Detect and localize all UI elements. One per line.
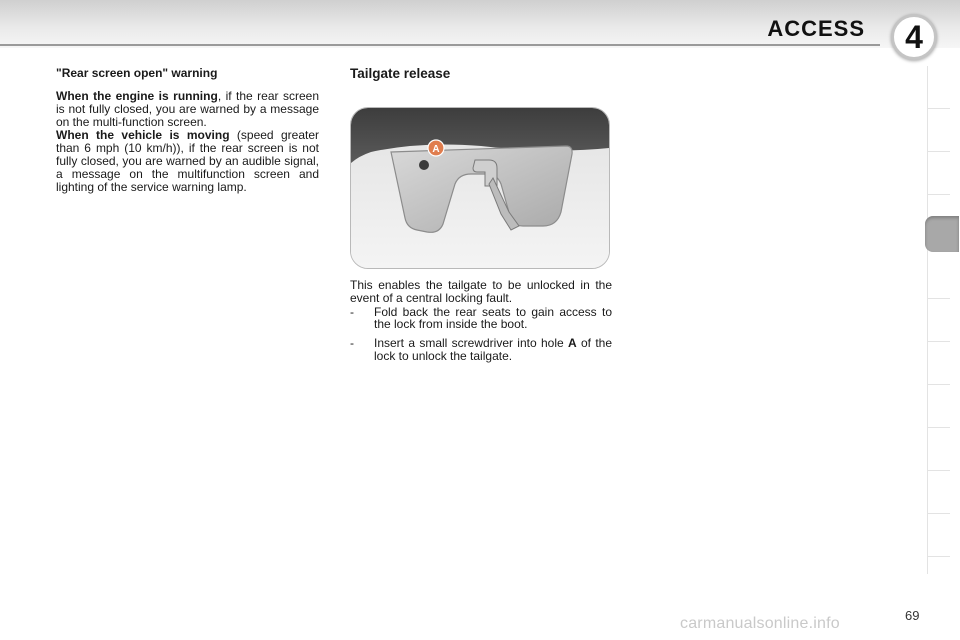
bullet-text-before: Insert a small screwdriver into hole xyxy=(374,336,568,351)
left-column xyxy=(56,66,319,193)
header-rule xyxy=(0,44,880,46)
watermark: carmanualsonline.info xyxy=(680,615,840,632)
label-a-text: A xyxy=(432,144,440,155)
chapter-tab-5[interactable] xyxy=(928,256,950,299)
chapter-tab-6[interactable] xyxy=(928,299,950,342)
chapter-tab-1[interactable] xyxy=(928,66,950,109)
bullet-text-after: of the lock to unlock the tailgate. xyxy=(374,336,613,363)
bullet-dash: - xyxy=(350,304,354,319)
page-number: 69 xyxy=(905,608,920,623)
tailgate-intro: This enables the tailgate to be unlocked in the event of a central locking fault. xyxy=(350,278,612,305)
vehicle-moving-paragraph xyxy=(56,129,319,193)
vehicle-moving-bold: When the vehicle is moving xyxy=(56,128,230,143)
chapter-tab-9[interactable] xyxy=(928,428,950,471)
chapter-title: ACCESS xyxy=(767,16,865,41)
screwdriver-hole xyxy=(419,160,429,170)
chapter-tab-11[interactable] xyxy=(928,514,950,557)
engine-running-bold: When the engine is running xyxy=(56,89,218,103)
chapter-tab-8[interactable] xyxy=(928,385,950,428)
engine-running-paragraph xyxy=(56,90,319,128)
chapter-tab-10[interactable] xyxy=(928,471,950,514)
tailgate-lock-illustration xyxy=(350,107,610,269)
chapter-tab-3[interactable] xyxy=(928,152,950,195)
chapter-tab-2[interactable] xyxy=(928,109,950,152)
bullet-text: Fold back the rear seats to gain access to the lock from inside the boot. xyxy=(374,304,612,332)
tailgate-release-heading: Tailgate release xyxy=(350,66,451,81)
bullet-fold-seats xyxy=(350,306,612,332)
chapter-number: 4 xyxy=(905,18,923,55)
bullet-dash: - xyxy=(350,336,354,351)
engine-running-text: , if the rear screen is not fully closed, you are warned by a message on the multi-function screen. xyxy=(56,89,319,129)
chapter-tab-4-active[interactable] xyxy=(925,216,959,252)
bullet-text xyxy=(374,337,612,363)
bullet-insert-screwdriver xyxy=(350,337,612,363)
chapter-tab-7[interactable] xyxy=(928,342,950,385)
tailgate-lock-drawing xyxy=(351,108,609,268)
chapter-number-badge xyxy=(891,14,937,60)
hole-a-label: A xyxy=(568,336,577,351)
middle-column xyxy=(350,66,612,369)
chapter-tabs xyxy=(927,66,950,574)
vehicle-moving-text: (speed greater than 6 mph (10 km/h)), if the rear screen is not fully closed, you are warned by an audible signal, a message on the multifunction screen and lighting of the service warning lamp. xyxy=(56,128,319,194)
rear-screen-warning-heading: "Rear screen open" warning xyxy=(56,66,218,80)
